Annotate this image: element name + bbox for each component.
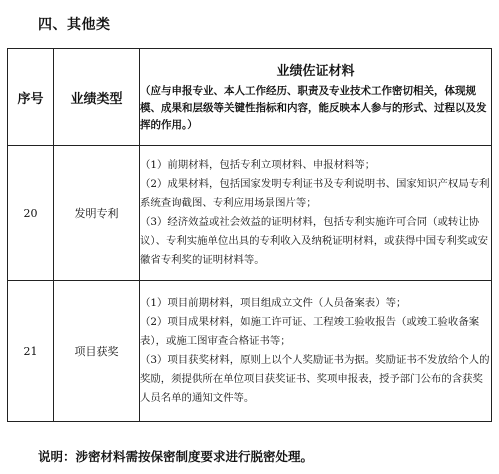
- evidence-table: [7, 48, 492, 422]
- material-item: （3）项目获奖材料，原则上以个人奖励证书为据。奖励证书不发放给个人的奖励，须提供所在单位项目获奖证书、奖项申报表，授予部门公布的含获奖人员名单的通知文件等。: [140, 354, 490, 404]
- row-type: 发明专利: [54, 146, 140, 281]
- material-item: （2）成果材料，包括国家发明专利证书及专利说明书、国家知识产权局专利系统查询截图、专利应用场景图片等；: [140, 178, 490, 209]
- footer-note: 说明：涉密材料需按保密制度要求进行脱密处理。: [38, 449, 314, 464]
- header-number: 序号: [8, 49, 54, 146]
- material-item: （1）前期材料，包括专利立项材料、申报材料等；: [140, 159, 376, 171]
- material-item: （1）项目前期材料，项目组成立文件（人员备案表）等；: [140, 297, 407, 309]
- header-type: 业绩类型: [54, 49, 140, 146]
- table-header-row: [8, 49, 492, 146]
- row-materials: [140, 146, 492, 281]
- header-materials-note: （应与申报专业、本人工作经历、职责及专业技术工作密切相关，体现规模、成果和层级等关键性指标和内容，能反映本人参与的形式、过程以及发挥的作用。）: [140, 85, 487, 131]
- section-title: 四、其他类: [38, 17, 111, 33]
- row-number: 20: [8, 146, 54, 281]
- header-materials-title: 业绩佐证材料: [276, 64, 355, 79]
- row-materials: [140, 281, 492, 422]
- material-item: （2）项目成果材料，如施工许可证、工程竣工验收报告（或竣工验收备案表），或施工图审查合格证书等；: [140, 316, 480, 347]
- table-row: [8, 281, 492, 422]
- material-item: （3）经济效益或社会效益的证明材料，包括专利实施许可合同（或转让协议）、专利实施单位出具的专利收入及纳税证明材料，或获得中国专利奖或安徽省专利奖的证明材料等。: [140, 216, 489, 266]
- table-row: [8, 146, 492, 281]
- row-number: 21: [8, 281, 54, 422]
- row-type: 项目获奖: [54, 281, 140, 422]
- header-materials: [140, 49, 492, 146]
